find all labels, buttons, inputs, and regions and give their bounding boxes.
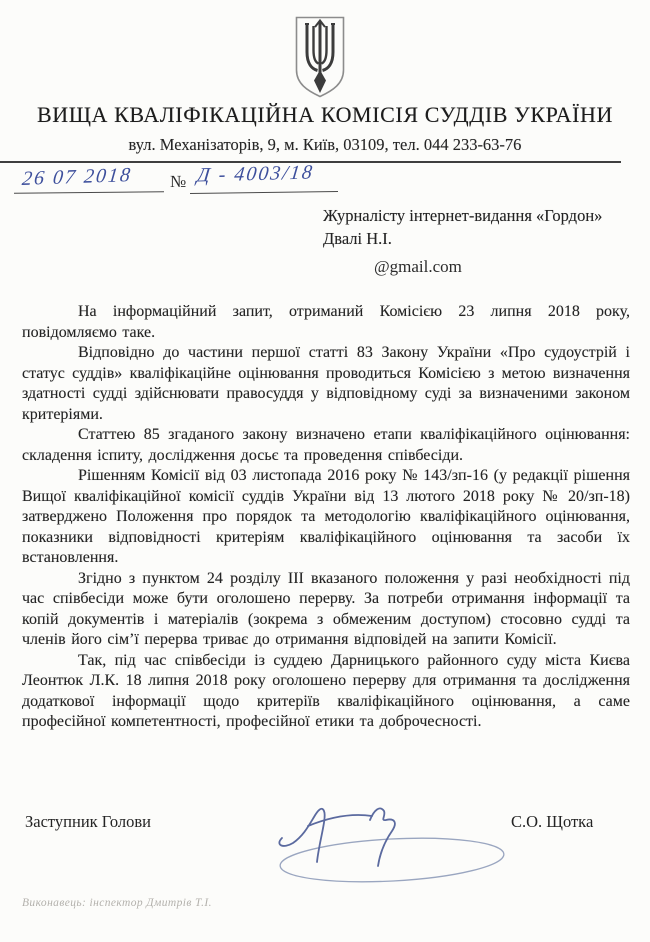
- recipient-name: Двалі Н.І.: [323, 229, 392, 248]
- recipient-email: @gmail.com: [374, 257, 462, 276]
- handwritten-date: 26 07 2018: [20, 164, 134, 190]
- recipient-title: Журналісту інтернет-видання «Гордон»: [323, 206, 603, 225]
- handwritten-number: Д - 4003/18: [195, 161, 316, 187]
- date-underline: [14, 191, 164, 194]
- handwritten-signature: [272, 790, 512, 890]
- number-sign: №: [170, 172, 187, 191]
- body-paragraph: Рішенням Комісії від 03 листопада 2016 року № 143/зп-16 (у редакції рішення Вищої кваліфікаційної комісії суддів України від 13 лютого 2018 року № 20/зп-18) затверджено Положення про порядок та методологію кваліфікаційного оцінювання, показники відповідності критеріям кваліфікаційного оцінювання та засоби їх встановлення.: [22, 467, 630, 566]
- executor-note: Виконавець: інспектор Дмитрів Т.І.: [22, 897, 212, 909]
- recipient-block: [323, 204, 602, 250]
- body-paragraph: Статтею 85 згаданого закону визначено етапи кваліфікаційного оцінювання: складення іспиту, дослідження досьє та проведення співбесіди.: [22, 426, 630, 464]
- signer-name: С.О. Щотка: [511, 812, 594, 831]
- signer-position: Заступник Голови: [25, 812, 152, 831]
- body-paragraph: Так, під час співбесіди із суддею Дарницького районного суду міста Києва Леонтюк Л.К. 18 липня 2018 року оголошено перерву для отримання та дослідження додаткової інформації щодо критеріїв кваліфікаційного оцінювання, а саме професійної компетентності, професійної етики та доброчесності.: [22, 651, 630, 730]
- number-underline: [190, 191, 338, 194]
- body-paragraph: Згідно з пунктом 24 розділу III вказаного положення у разі необхідності під час співбесіди може бути оголошено перерву. За потреби отримання інформації та копій документів і матеріалів (зокрема з обмеженим доступом) стосовно судді та членів його сім’ї перерва триває до отримання відповідей на запити Комісії.: [22, 569, 630, 648]
- org-name: ВИЩА КВАЛІФІКАЦІЙНА КОМІСІЯ СУДДІВ УКРАЇНИ: [36, 102, 614, 127]
- body-paragraph: На інформаційний запит, отриманий Комісією 23 липня 2018 року, повідомляємо таке.: [22, 303, 630, 341]
- body-paragraph: Відповідно до частини першої статті 83 Закону України «Про судоустрій і статус суддів» кваліфікаційне оцінювання проводиться Комісією з метою визначення здатності судді здійснювати правосуддя у відповідному суді за визначеними законом критеріями.: [22, 344, 630, 423]
- letter-body: [22, 302, 630, 733]
- ukraine-trident-emblem: [293, 14, 347, 100]
- org-address: вул. Механізаторів, 9, м. Київ, 03109, тел. 044 233-63-76: [128, 135, 522, 154]
